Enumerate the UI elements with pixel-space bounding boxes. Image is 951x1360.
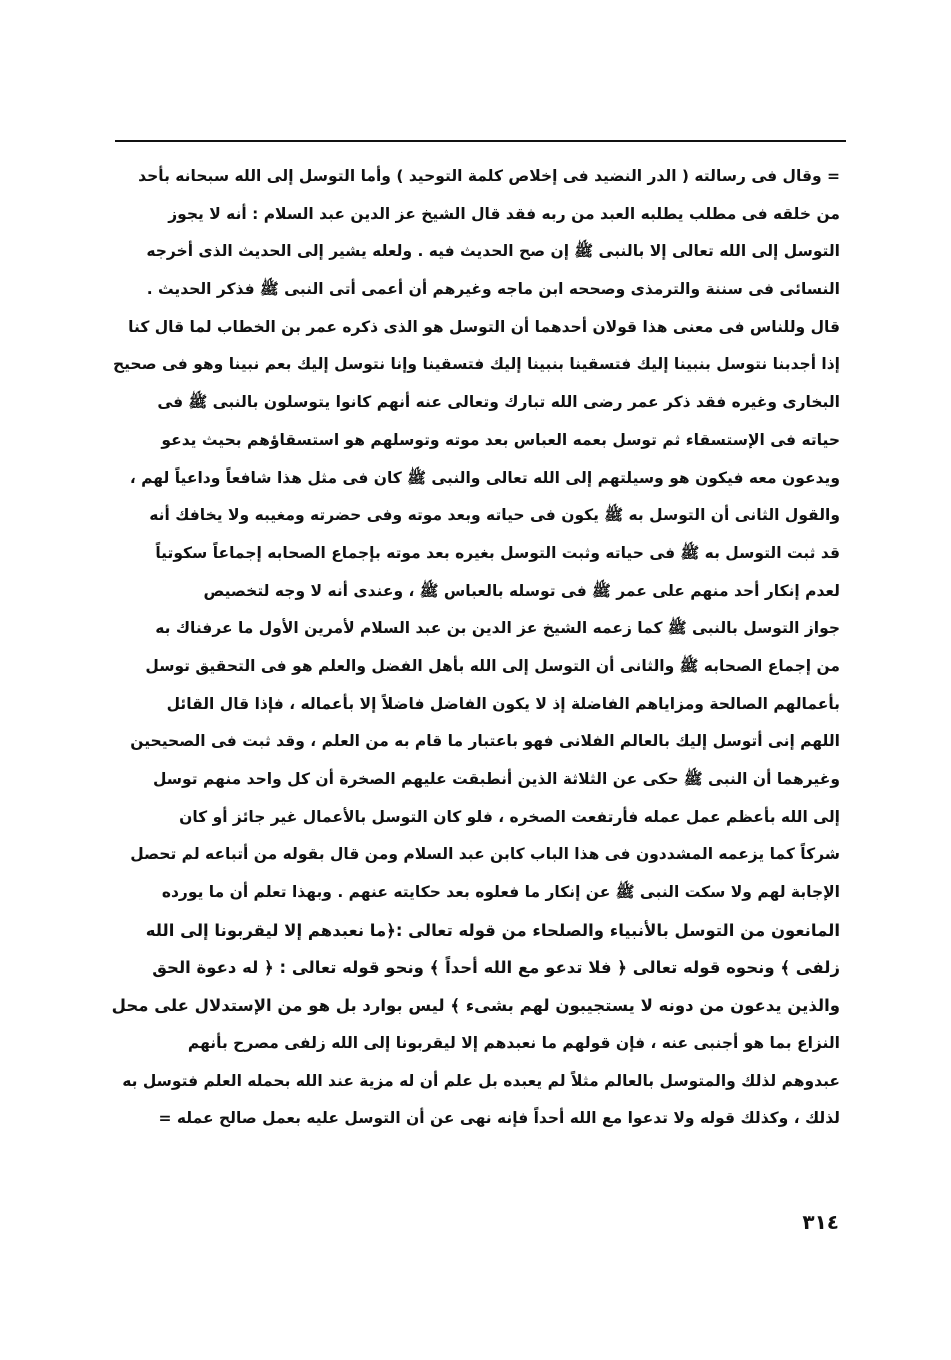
text-line: إذا أجدبنا نتوسل بنبينا إليك فتسقينا بنبينا إليك فتسقينا وإنا نتوسل إليك بعم نبينا وهو فى صحيح — [112, 355, 840, 374]
text-line: قد ثبت التوسل به ﷺ فى حياته وثبت التوسل بغيره بعد موته بإجماع الصحابه إجماعاً سكوتياً — [155, 543, 840, 562]
text-line: شركاً كما يزعمه المشددون فى هذا الباب كابن عبد السلام ومن قال بقوله من أتباعه لم تحصل — [130, 845, 840, 864]
text-line: النزاع بما هو أجنبى عنه ، فإن قولهم ما نعبدهم إلا ليقربونا إلى الله زلفى مصرح بأنهم — [187, 1033, 840, 1052]
text-line: ويدعون معه فيكون هو وسيلتهم إلى الله تعالى والنبى ﷺ كان فى مثل هذا شافعاً وداعياً لهم ، — [129, 468, 840, 487]
text-line: الإجابة لهم ولا سكت النبى ﷺ عن إنكار ما فعلوه بعد حكايته عنهم . وبهذا تعلم أن ما يورده — [161, 883, 840, 902]
text-line: لذلك ، وكذلك قوله ولا تدعوا مع الله أحداً فإنه نهى عن أن التوسل عليه بعمل صالح عمله = — [158, 1109, 840, 1128]
text-line: وغيرهما أن النبى ﷺ حكى عن الثلاثة الذين أنطبقت عليهم الصخرة أن كل واحد منهم توسل — [152, 770, 840, 788]
text-line: لعدم إنكار أحد منهم على عمر ﷺ فى توسله بالعباس ﷺ ، وعندى أنه لا وجه لتخصيص — [203, 581, 840, 600]
text-line: حياته فى الإستسقاء ثم توسل بعمه العباس بعد موته وتوسلهم هو استسقاؤهم بحيث يدعو — [161, 430, 840, 449]
text-line: بأعمالهم الصالحة ومزاياهم الفاضلة إذ لا يكون الفاضل فاضلاً إلا بأعماله ، فإذا قال القائل — [166, 694, 840, 713]
text-line: من خلقه فى مطلب يطلبه العبد من ربه فقد قال الشيخ عز الدين عبد السلام : أنه لا يجوز — [168, 204, 840, 223]
header-rule — [115, 140, 846, 142]
text-line: = وقال فى رسالته ( الدر النضيد فى إخلاص كلمة التوحيد ) وأما التوسل إلى الله سبحانه بأحد — [138, 167, 840, 185]
text-line: عبدوهم لذلك والمتوسل بالعالم مثلاً لم يعبده بل علم أن له مزية عند الله بحمله العلم فتوسل به — [122, 1071, 840, 1090]
text-line: جواز التوسل بالنبى ﷺ كما زعمه الشيخ عز الدين بن عبد السلام لأمرين الأول ما عرفناك به — [155, 619, 840, 638]
text-line: النسائى فى سننة والترمذى وصححه ابن ماجه وغيرهم أن أعمى أتى النبى ﷺ فذكر الحديث . — [146, 280, 840, 299]
text-line: اللهم إنى أتوسل إليك بالعالم الفلانى فهو باعتبار ما قام به من العلم ، وقد ثبت فى الصحيحين — [130, 732, 840, 751]
text-line: البخارى وغيره فقد ذكر عمر رضى الله تبارك وتعالى عنه أنهم كانوا يتوسلون بالنبى ﷺ فى — [157, 393, 840, 412]
text-line-quran: زلفى ﴾ ونحوه قوله تعالى ﴿ فلا تدعو مع الله أحداً ﴾ ونحو قوله تعالى : ﴿ له دعوة الحق — [152, 958, 840, 978]
text-line-quran: المانعون من التوسل بالأنبياء والصلحاء من قوله تعالى :﴿ما نعبدهم إلا ليقربونا إلى الله — [145, 920, 840, 940]
text-line-quran: والذين يدعون من دونه لا يستجيبون لهم بشىء ﴾ ليس بوارد بل هو من الإستدلال على محل — [111, 996, 840, 1016]
text-line: قال وللناس فى معنى هذا قولان أحدهما أن التوسل هو الذى ذكره عمر بن الخطاب لما قال كنا — [128, 317, 840, 336]
text-line: إلى الله بأعظم عمل عمله فأرتفعت الصخره ، فلو كان التوسل بالأعمال غير جائز أو كان — [179, 807, 840, 826]
text-line: والقول الثانى أن التوسل به ﷺ يكون فى حياته وبعد موته وفى حضرته ومغيبه ولا يخافك أنه — [149, 506, 840, 525]
page-number: ٣١٤ — [802, 1210, 839, 1234]
body-text — [100, 158, 840, 1138]
text-line: من إجماع الصحابه ﷺ والثانى أن التوسل إلى الله بأهل الفضل والعلم هو فى التحقيق توسل — [145, 656, 840, 675]
text-line: التوسل إلى الله تعالى إلا بالنبى ﷺ إن صح الحديث فيه . ولعله يشير إلى الحديث الذى أخرجه — [146, 242, 840, 261]
